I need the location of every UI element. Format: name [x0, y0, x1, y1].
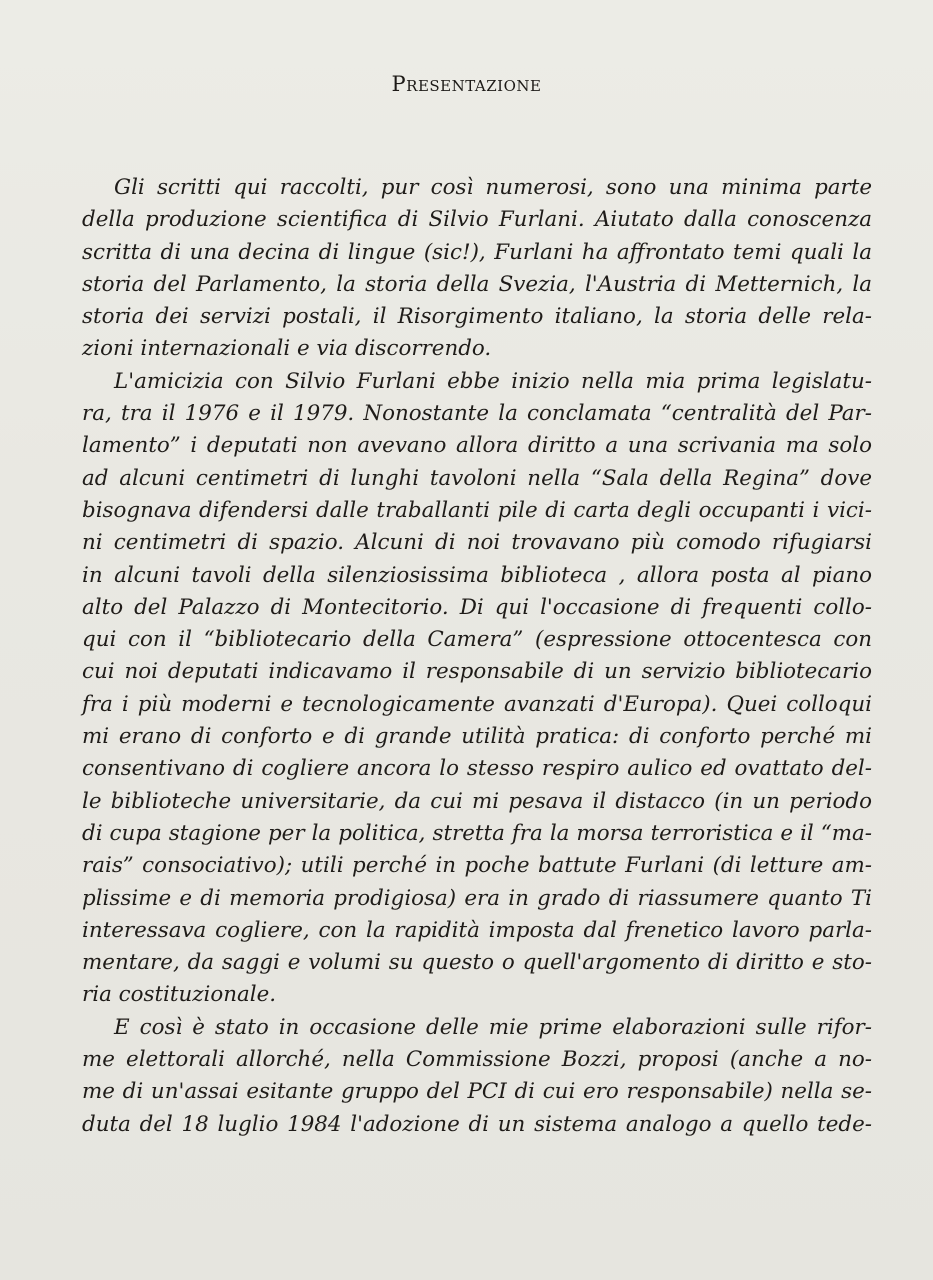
text-line: interessava cogliere, con la rapidità imposta dal frenetico lavoro parla-: [82, 917, 872, 943]
text-line: zioni internazionali e via discorrendo.: [82, 336, 492, 362]
text-line: le biblioteche universitarie, da cui mi pesava il distacco (in un periodo: [82, 788, 872, 814]
text-line: di cupa stagione per la politica, stretta fra la morsa terroristica e il “ma-: [82, 820, 872, 846]
text-line: L'amicizia con Silvio Furlani ebbe inizio nella mia prima legislatu-: [114, 368, 872, 394]
text-line: plissime e di memoria prodigiosa) era in grado di riassumere quanto Ti: [82, 885, 872, 911]
text-line: lamento” i deputati non avevano allora diritto a una scrivania ma solo: [82, 433, 872, 459]
text-line: fra i più moderni e tecnologicamente avanzati d'Europa). Quei colloqui: [82, 691, 872, 717]
text-line: Gli scritti qui raccolti, pur così numerosi, sono una minima parte: [114, 175, 872, 200]
page-title: Presentazione: [391, 72, 542, 96]
text-line: mentare, da saggi e volumi su questo o quell'argomento di diritto e sto-: [82, 950, 872, 976]
text-line: bisognava difendersi dalle traballanti pile di carta degli occupanti i vici-: [82, 497, 872, 523]
text-line: mi erano di conforto e di grande utilità pratica: di conforto perché mi: [82, 724, 872, 750]
text-line: me di un'assai esitante gruppo del PCI di cui ero responsabile) nella se-: [82, 1079, 872, 1105]
text-line: duta del 18 luglio 1984 l'adozione di un sistema analogo a quello tede-: [82, 1111, 872, 1137]
text-line: ad alcuni centimetri di lunghi tavoloni nella “Sala della Regina” dove: [82, 465, 872, 491]
text-line: della produzione scientifica di Silvio Furlani. Aiutato dalla conoscenza: [82, 207, 872, 233]
text-line: scritta di una decina di lingue (sic!), Furlani ha affrontato temi quali la: [82, 239, 872, 265]
text-line: E così è stato in occasione delle mie prime elaborazioni sulle rifor-: [114, 1014, 872, 1040]
text-line: ra, tra il 1976 e il 1979. Nonostante la conclamata “centralità del Par-: [82, 401, 872, 427]
text-line: storia del Parlamento, la storia della Svezia, l'Austria di Metternich, la: [82, 271, 872, 297]
text-line: storia dei servizi postali, il Risorgimento italiano, la storia delle rela-: [82, 304, 872, 330]
paragraph-1: [82, 172, 872, 366]
text-line: ria costituzionale.: [82, 982, 277, 1008]
paragraph-2: [82, 366, 872, 1012]
text-line: in alcuni tavoli della silenziosissima biblioteca , allora posta al piano: [82, 562, 872, 588]
paragraph-3: [82, 1012, 872, 1141]
text-line: consentivano di cogliere ancora lo stesso respiro aulico ed ovattato del-: [82, 756, 872, 782]
body-text: [82, 172, 872, 1141]
text-line: qui con il “bibliotecario della Camera” (espressione ottocentesca con: [82, 627, 872, 653]
text-line: rais” consociativo); utili perché in poche battute Furlani (di letture am-: [82, 853, 872, 879]
text-line: me elettorali allorché, nella Commissione Bozzi, proposi (anche a no-: [82, 1047, 872, 1073]
text-line: ni centimetri di spazio. Alcuni di noi trovavano più comodo rifugiarsi: [82, 530, 872, 556]
text-line: alto del Palazzo di Montecitorio. Di qui l'occasione di frequenti collo-: [82, 594, 872, 620]
text-line: cui noi deputati indicavamo il responsabile di un servizio bibliotecario: [82, 659, 872, 685]
